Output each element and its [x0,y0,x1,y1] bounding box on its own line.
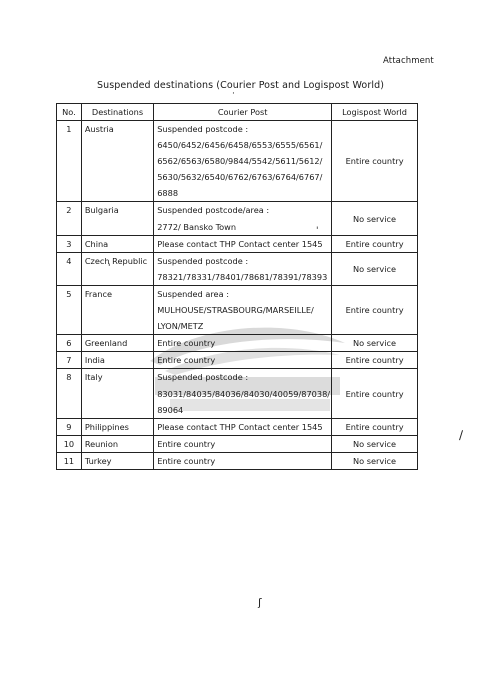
row-number: 1 [57,121,82,202]
courier-post-line: 2772/ Bansko Town [157,221,237,232]
logispost-world-status: No service [332,252,418,285]
courier-post-cell [154,121,332,202]
table-header-row [57,104,418,121]
destination-name: Philippines [81,418,153,435]
courier-post-line: Entire country [157,438,216,449]
logispost-world-status: Entire country [332,418,418,435]
row-number: 11 [57,452,82,469]
destination-name: Italy [81,369,153,418]
courier-post-line: Entire country [157,338,216,349]
courier-post-line: 6888 [157,188,179,199]
courier-post-line: LYON/METZ [157,321,204,332]
document-title: Suspended destinations (Courier Post and Logispost World) [96,80,385,91]
logispost-world-status: Entire country [332,285,418,334]
destination-name: Reunion [81,435,153,452]
row-number: 6 [57,335,82,352]
table-row [57,202,418,235]
logispost-world-status: No service [332,335,418,352]
courier-post-cell [154,352,332,369]
courier-post-line: 83031/84035/84036/84030/40059/87038/ [157,388,331,399]
courier-post-line: Suspended area : [157,288,229,299]
courier-post-line: Please contact THP Contact center 1545 [157,421,323,432]
header-courier-post: Courier Post [154,104,332,121]
suspended-destinations-table [56,103,418,470]
row-number: 5 [57,285,82,334]
courier-post-cell [154,235,332,252]
logispost-world-status: Entire country [332,235,418,252]
courier-post-line: 78321/78331/78401/78681/78391/78393 [157,271,328,282]
courier-post-line: 6562/6563/6580/9844/5542/5611/5612/ [157,156,323,167]
courier-post-line: Suspended postcode : [157,255,249,266]
row-number: 3 [57,235,82,252]
header-logispost-world: Logispost World [332,104,418,121]
courier-post-line: Entire country [157,455,216,466]
logispost-world-status: No service [332,435,418,452]
courier-post-cell [154,369,332,418]
row-number: 8 [57,369,82,418]
scan-mark: · [232,89,235,99]
courier-post-line: Suspended postcode : [157,372,249,383]
row-number: 9 [57,418,82,435]
courier-post-cell [154,435,332,452]
destination-name: Greenland [81,335,153,352]
scan-mark: ' [316,226,319,236]
logispost-world-status: Entire country [332,121,418,202]
table-row [57,452,418,469]
header-destinations: Destinations [81,104,153,121]
table-row [57,285,418,334]
logispost-world-status: No service [332,452,418,469]
logispost-world-status: No service [332,202,418,235]
destination-name: Turkey [81,452,153,469]
logispost-world-status: Entire country [332,352,418,369]
courier-post-line: Entire country [157,355,216,366]
attachment-label: Attachment [383,56,434,66]
courier-post-line: Please contact THP Contact center 1545 [157,238,323,249]
destination-name: India [81,352,153,369]
table-body [57,121,418,470]
courier-post-cell [154,418,332,435]
table-row [57,418,418,435]
courier-post-line: 6450/6452/6456/6458/6553/6555/6561/ [157,140,323,151]
courier-post-cell [154,335,332,352]
courier-post-line: 89064 [157,404,184,415]
destination-name: France [81,285,153,334]
row-number: 4 [57,252,82,285]
courier-post-cell [154,285,332,334]
courier-post-line: MULHOUSE/STRASBOURG/MARSEILLE/ [157,305,314,316]
destination-name: Austria [81,121,153,202]
scan-mark: ' [108,263,111,273]
scan-mark: ʃ [258,596,262,609]
courier-post-cell [154,202,332,235]
courier-post-cell [154,452,332,469]
destination-name: China [81,235,153,252]
courier-post-line: 5630/5632/6540/6762/6763/6764/6767/ [157,172,323,183]
scan-mark: ∕ [459,428,464,442]
destination-name: Czech Republic [81,252,153,285]
row-number: 10 [57,435,82,452]
courier-post-cell [154,252,332,285]
header-no: No. [57,104,82,121]
logispost-world-status: Entire country [332,369,418,418]
table-row [57,235,418,252]
row-number: 2 [57,202,82,235]
table-row [57,352,418,369]
courier-post-line: Suspended postcode : [157,124,249,134]
row-number: 7 [57,352,82,369]
courier-post-line: Suspended postcode/area : [157,205,270,216]
table-row [57,369,418,418]
destination-name: Bulgaria [81,202,153,235]
table-row [57,435,418,452]
table-row [57,121,418,202]
table-row [57,335,418,352]
table-row [57,252,418,285]
